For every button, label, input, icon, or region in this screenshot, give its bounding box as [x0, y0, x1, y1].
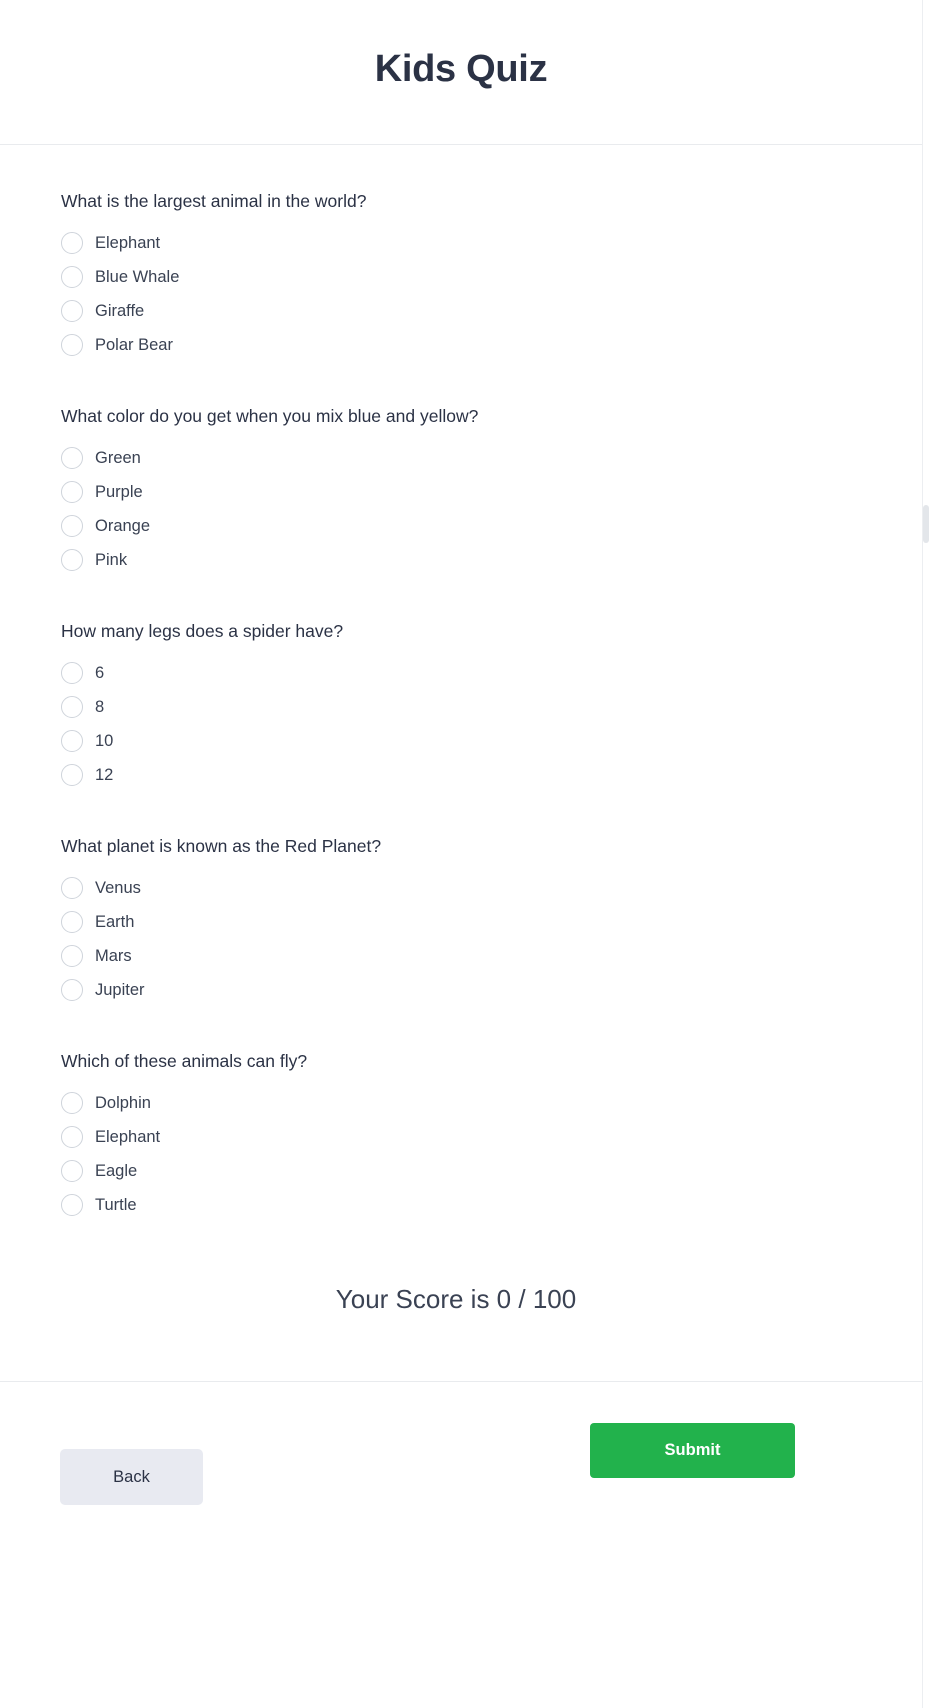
option-label: Blue Whale	[95, 267, 180, 286]
radio-icon[interactable]	[61, 334, 83, 356]
option-row[interactable]	[61, 441, 922, 475]
radio-icon[interactable]	[61, 300, 83, 322]
radio-icon[interactable]	[61, 979, 83, 1001]
option-row[interactable]	[61, 294, 922, 328]
question-text: What planet is known as the Red Planet?	[61, 836, 382, 856]
option-label: Elephant	[95, 1127, 161, 1146]
option-row[interactable]	[61, 690, 922, 724]
option-label: Turtle	[95, 1195, 137, 1214]
radio-icon[interactable]	[61, 696, 83, 718]
radio-icon[interactable]	[61, 232, 83, 254]
option-row[interactable]	[61, 871, 922, 905]
option-label: 12	[95, 765, 114, 784]
radio-icon[interactable]	[61, 1126, 83, 1148]
radio-icon[interactable]	[61, 266, 83, 288]
option-row[interactable]	[61, 939, 922, 973]
scrollbar[interactable]	[922, 0, 930, 1708]
radio-icon[interactable]	[61, 662, 83, 684]
option-label: Jupiter	[95, 980, 145, 999]
option-row[interactable]	[61, 724, 922, 758]
option-label: Mars	[95, 946, 132, 965]
submit-button[interactable]: Submit	[590, 1423, 795, 1478]
radio-icon[interactable]	[61, 447, 83, 469]
option-row[interactable]	[61, 905, 922, 939]
option-row[interactable]	[61, 1120, 922, 1154]
radio-icon[interactable]	[61, 549, 83, 571]
option-label: Polar Bear	[95, 335, 173, 354]
quiz-question-list	[0, 145, 922, 1315]
radio-icon[interactable]	[61, 1092, 83, 1114]
radio-icon[interactable]	[61, 730, 83, 752]
question-block	[0, 621, 922, 792]
option-row[interactable]	[61, 973, 922, 1007]
option-label: Green	[95, 448, 141, 467]
option-row[interactable]	[61, 509, 922, 543]
radio-icon[interactable]	[61, 481, 83, 503]
page-title: Kids Quiz	[374, 47, 548, 90]
radio-icon[interactable]	[61, 764, 83, 786]
radio-icon[interactable]	[61, 877, 83, 899]
option-label: 6	[95, 663, 105, 682]
option-row[interactable]	[61, 226, 922, 260]
option-label: 8	[95, 697, 105, 716]
question-text: Which of these animals can fly?	[61, 1051, 308, 1071]
option-row[interactable]	[61, 656, 922, 690]
option-row[interactable]	[61, 328, 922, 362]
radio-icon[interactable]	[61, 945, 83, 967]
option-row[interactable]	[61, 1154, 922, 1188]
option-row[interactable]	[61, 543, 922, 577]
option-row[interactable]	[61, 475, 922, 509]
option-label: Venus	[95, 878, 141, 897]
option-row[interactable]	[61, 758, 922, 792]
score-text: Your Score is 0 / 100	[335, 1284, 577, 1314]
question-text: How many legs does a spider have?	[61, 621, 344, 641]
question-block	[0, 1051, 922, 1222]
radio-icon[interactable]	[61, 1160, 83, 1182]
option-label: Purple	[95, 482, 143, 501]
radio-icon[interactable]	[61, 515, 83, 537]
quiz-footer	[0, 1381, 922, 1569]
option-row[interactable]	[61, 1086, 922, 1120]
option-label: Eagle	[95, 1161, 138, 1180]
question-block	[0, 836, 922, 1007]
option-row[interactable]	[61, 1188, 922, 1222]
radio-icon[interactable]	[61, 1194, 83, 1216]
option-row[interactable]	[61, 260, 922, 294]
question-text: What color do you get when you mix blue and yellow?	[61, 406, 479, 426]
option-label: 10	[95, 731, 114, 750]
question-block	[0, 406, 922, 577]
score-row	[0, 1284, 922, 1315]
back-button[interactable]: Back	[60, 1449, 203, 1505]
option-label: Giraffe	[95, 301, 145, 320]
scrollbar-thumb[interactable]	[923, 505, 929, 543]
option-label: Dolphin	[95, 1093, 151, 1112]
quiz-header	[0, 0, 922, 145]
radio-icon[interactable]	[61, 911, 83, 933]
option-label: Orange	[95, 516, 151, 535]
option-label: Pink	[95, 550, 128, 569]
question-text: What is the largest animal in the world?	[61, 191, 367, 211]
question-block	[0, 191, 922, 362]
option-label: Earth	[95, 912, 135, 931]
option-label: Elephant	[95, 233, 161, 252]
